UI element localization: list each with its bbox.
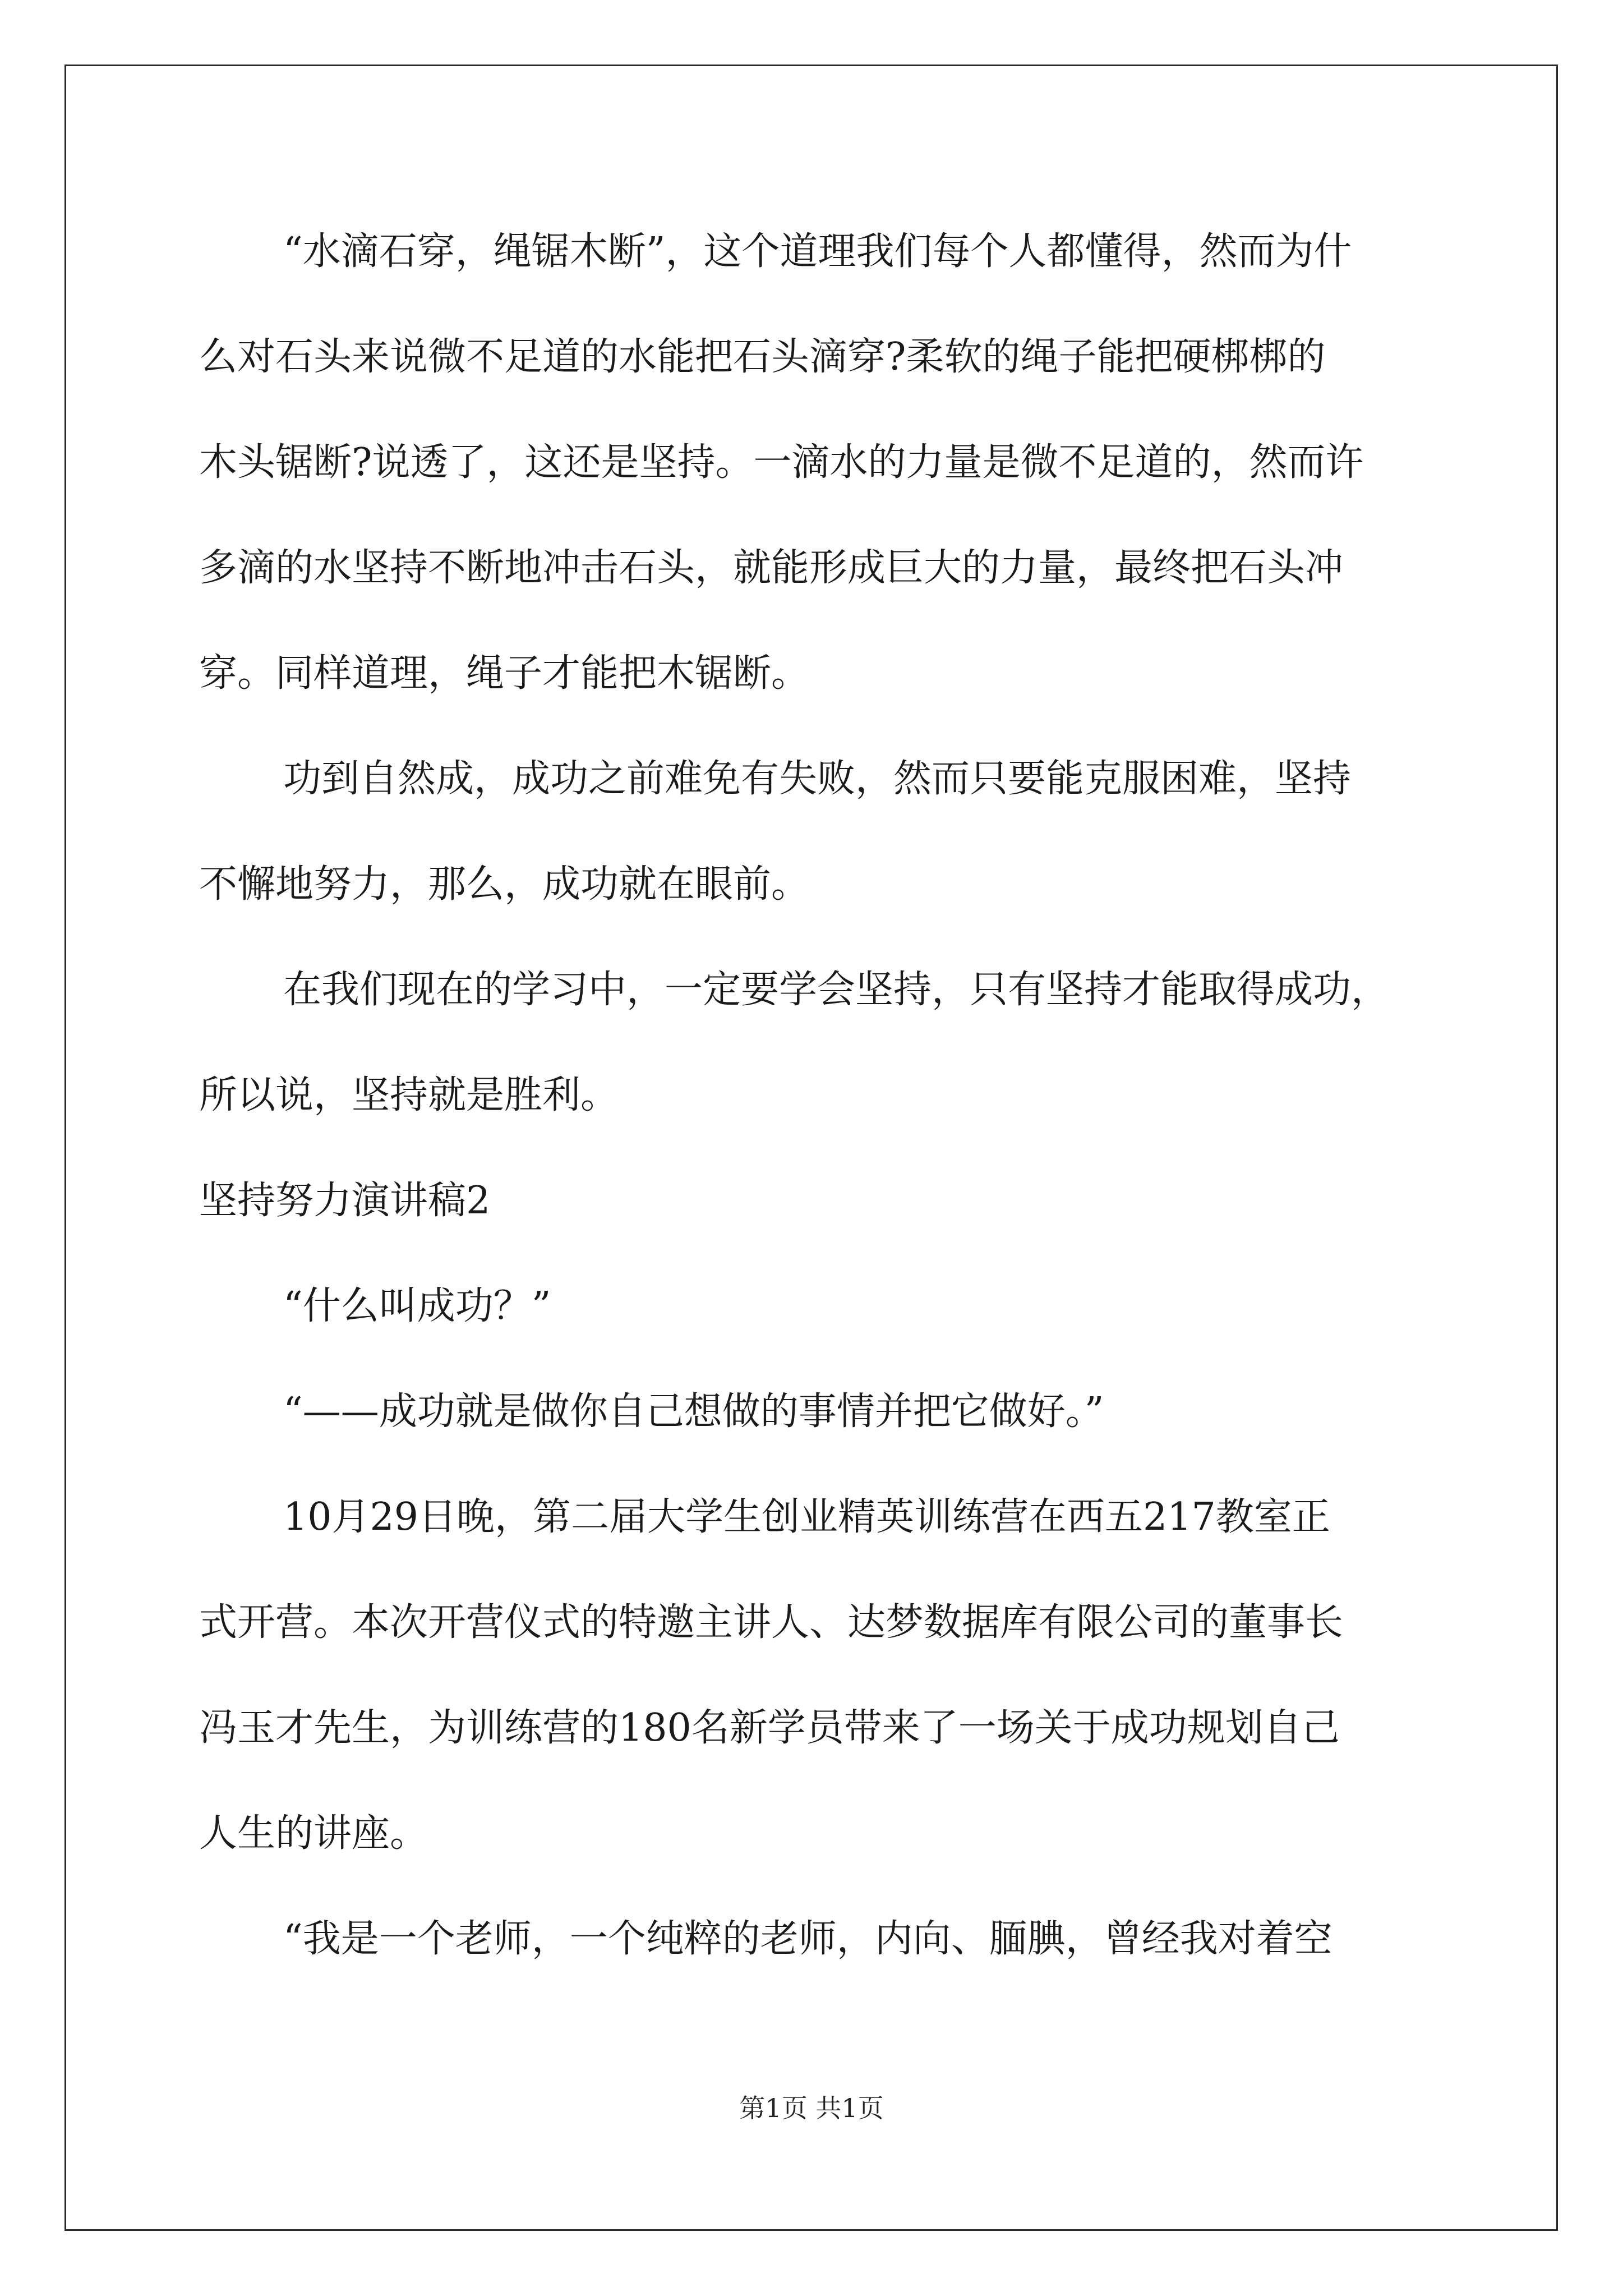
- paragraph-line: “我是一个老师，一个纯粹的老师，内向、腼腆，曾经我对着空: [283, 1917, 1332, 1961]
- paragraph-line: 么对石头来说微不足道的水能把石头滴穿?柔软的绳子能把硬梆梆的: [199, 335, 1326, 379]
- paragraph-line: 穿。同样道理，绳子才能把木锯断。: [199, 651, 810, 696]
- paragraph-line: 在我们现在的学习中，一定要学会坚持，只有坚持才能取得成功，: [283, 968, 1390, 1012]
- document-body: [199, 199, 1464, 1992]
- paragraph-line: 10月29日晚，第二届大学生创业精英训练营在西五217教室正: [283, 1495, 1330, 1539]
- paragraph-line: 冯玉才先生，为训练营的180名新学员带来了一场关于成功规划自己: [199, 1706, 1340, 1750]
- paragraph-line: 人生的讲座。: [199, 1811, 428, 1856]
- paragraph-line: “——成功就是做你自己想做的事情并把它做好。”: [283, 1389, 1104, 1434]
- paragraph-line: 不懈地努力，那么，成功就在眼前。: [199, 862, 810, 907]
- paragraph-line: 功到自然成，成功之前难免有失败，然而只要能克服困难，坚持: [283, 757, 1352, 801]
- paragraph-line: 所以说，坚持就是胜利。: [199, 1073, 619, 1117]
- paragraph-line: 多滴的水坚持不断地冲击石头，就能形成巨大的力量，最终把石头冲: [199, 546, 1344, 590]
- paragraph-line: “什么叫成功？”: [283, 1284, 551, 1328]
- paragraph-line: 木头锯断?说透了，这还是坚持。一滴水的力量是微不足道的，然而许: [199, 440, 1364, 485]
- paragraph-line: “水滴石穿，绳锯木断”，这个道理我们每个人都懂得，然而为什: [283, 229, 1352, 274]
- paragraph-line: 式开营。本次开营仪式的特邀主讲人、达梦数据库有限公司的董事长: [199, 1600, 1344, 1645]
- page-number-footer: 第1页 共1页: [739, 2093, 884, 2123]
- section-heading: 坚持努力演讲稿2: [199, 1179, 491, 1223]
